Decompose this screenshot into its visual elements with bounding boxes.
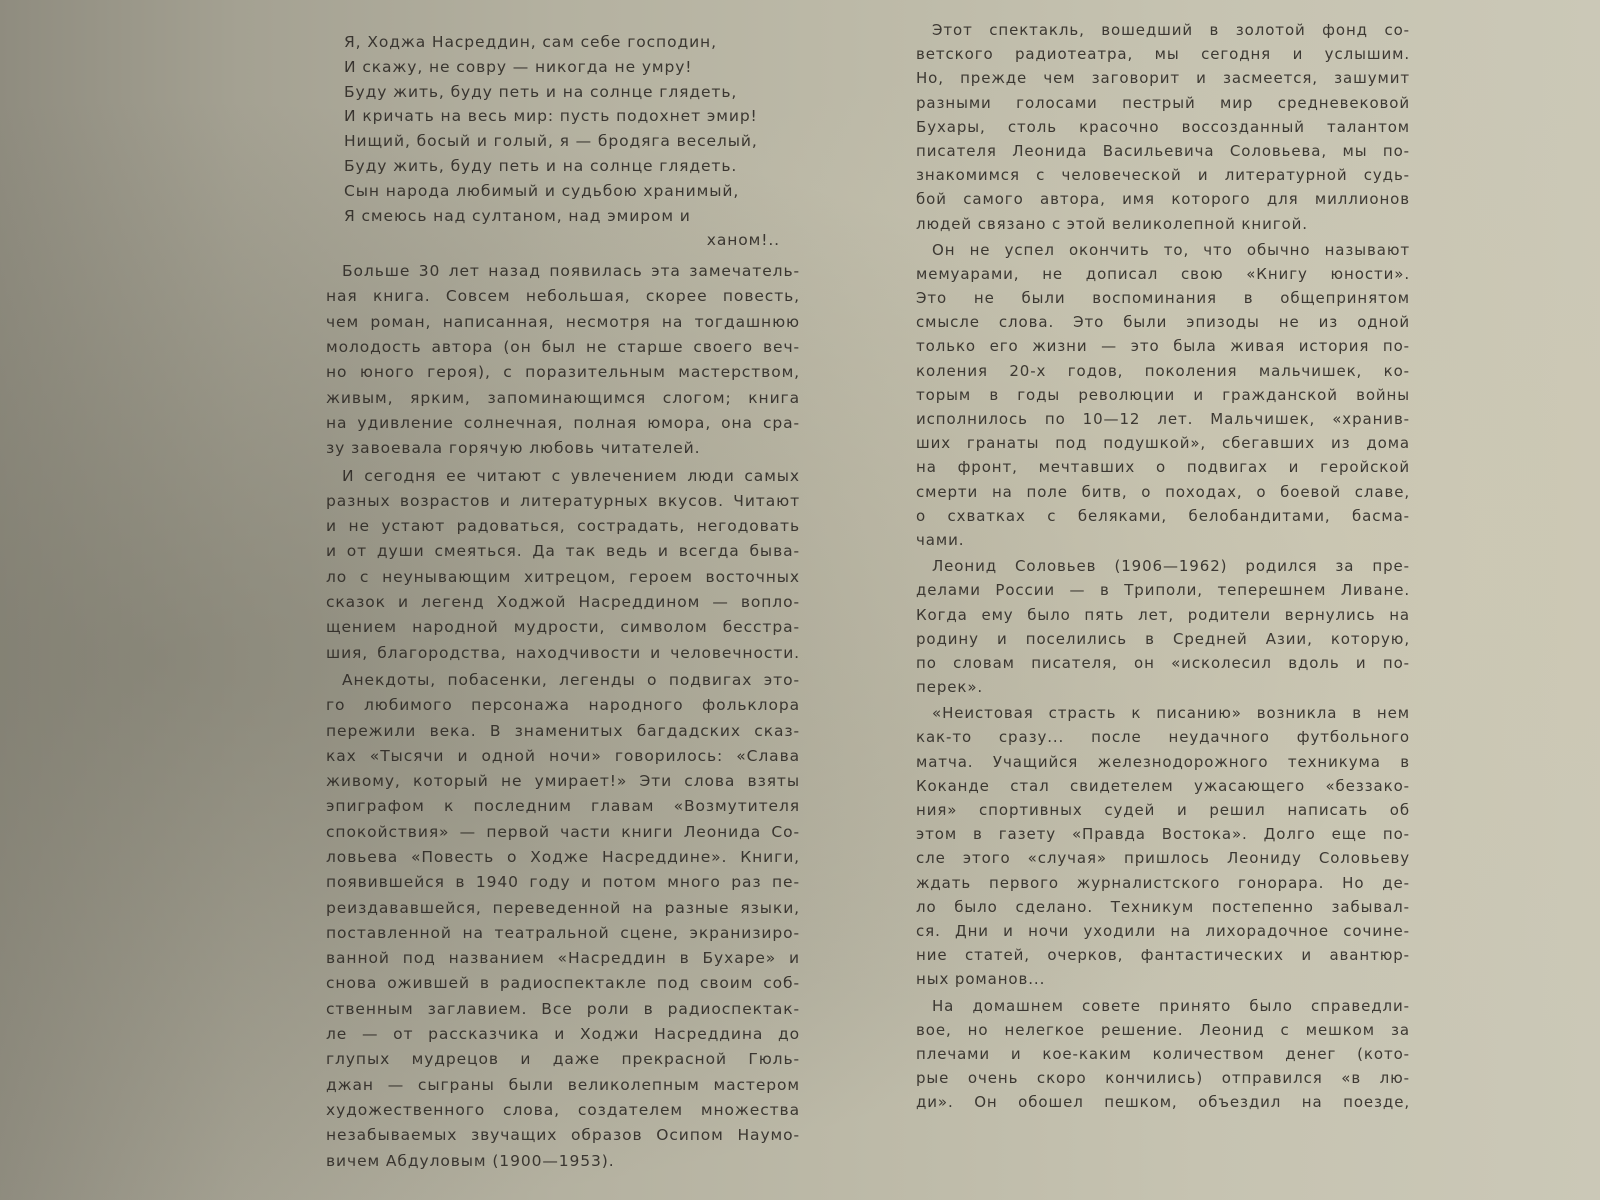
text-line: Но, прежде чем заговорит и засмеется, зашумит xyxy=(916,69,1410,88)
text-line: коления 20-х годов, поколения мальчишек, ко- xyxy=(916,361,1410,380)
text-line: как-то сразу... после неудачного футбольного xyxy=(916,728,1410,747)
paragraph xyxy=(916,238,1410,552)
text-line: ных романов... xyxy=(916,970,1046,989)
text-line: появившейся в 1940 году и потом много раз пе- xyxy=(326,873,800,892)
text-line: мемуарами, не дописал свою «Книгу юности». xyxy=(916,264,1410,283)
text-line: рые очень скоро кончились) отправился «в лю- xyxy=(916,1069,1410,1088)
text-line: ся. Дни и ночи уходили на лихорадочное сочине- xyxy=(916,921,1410,940)
poem-line: И кричать на весь мир: пусть подохнет эмир! xyxy=(344,107,758,126)
text-line: незабываемых звучащих образов Осипом Наумо- xyxy=(326,1126,800,1145)
text-line: Больше 30 лет назад появилась эта замечатель- xyxy=(342,262,800,281)
paragraph xyxy=(916,554,1410,699)
text-line: живому, который не умирает!» Эти слова взяты xyxy=(326,772,800,791)
text-line: исполнилось по 10—12 лет. Мальчишек, «хранив- xyxy=(916,410,1410,428)
text-line: джан — сыграны были великолепным мастером xyxy=(326,1075,800,1094)
text-line: эпиграфом к последним главам «Возмутителя xyxy=(326,797,800,816)
poem-line: Буду жить, буду петь и на солнце глядеть. xyxy=(344,156,738,175)
text-line: ждать первого журналистского гонорара. Но де- xyxy=(916,873,1410,892)
poem-line: Я смеюсь над султаном, над эмиром и xyxy=(344,206,691,225)
text-line: И сегодня ее читают с увлечением люди самых xyxy=(342,466,800,485)
text-line: ственным заглавием. Все роли в радиоспектак- xyxy=(326,999,800,1018)
text-line: художественного слова, создателем множества xyxy=(326,1100,800,1119)
text-line: пережили века. В знаменитых багдадских сказ- xyxy=(326,721,800,740)
text-line: ло с неунывающим хитрецом, героем восточных xyxy=(326,567,800,586)
text-line: Коканде стал свидетелем ужасающего «беззако- xyxy=(916,776,1410,795)
text-line: ших гранаты под подушкой», сбегавших из дома xyxy=(916,434,1410,453)
text-line: глупых мудрецов и даже прекрасной Гюль- xyxy=(326,1050,800,1069)
poem-line: Я, Ходжа Насреддин, сам себе господин, xyxy=(344,33,717,51)
text-line: родину и поселились в Средней Азии, которую, xyxy=(916,629,1410,648)
text-line: ния» спортивных судей и решил написать об xyxy=(916,801,1410,819)
text-line: Леонид Соловьев (1906—1962) родился за пре- xyxy=(932,557,1410,576)
text-line: реиздававшейся, переведенной на разные языки, xyxy=(326,898,800,917)
text-line: только его жизни — это была живая история по- xyxy=(916,337,1410,356)
text-line: людей связано с этой великолепной книгой. xyxy=(916,214,1308,233)
text-line: вичем Абдуловым (1900—1953). xyxy=(326,1151,615,1170)
text-line: перек». xyxy=(916,678,984,697)
text-line: но юного героя), с поразительным мастерством, xyxy=(326,363,800,382)
paragraph xyxy=(326,259,800,461)
poem-line: Сын народа любимый и судьбою хранимый, xyxy=(344,181,740,200)
text-line: этом в газету «Правда Востока». Долго еще по- xyxy=(916,825,1410,844)
poem-line: Буду жить, буду петь и на солнце глядеть, xyxy=(344,82,738,101)
text-line: снова ожившей в радиоспектакле под своим соб- xyxy=(326,974,800,993)
right-column xyxy=(916,18,1410,1114)
text-line: на фронт, мечтавших о подвигах и геройской xyxy=(916,458,1410,477)
text-line: по словам писателя, он «исколесил вдоль и по- xyxy=(916,653,1410,672)
text-line: живым, ярким, запоминающимся слогом; книга xyxy=(326,388,800,407)
paragraph xyxy=(916,994,1410,1115)
text-line: смысле слова. Это были эпизоды не из одной xyxy=(916,313,1410,332)
poem-line: И скажу, не совру — никогда не умру! xyxy=(344,57,693,76)
text-line: делами России — в Триполи, теперешнем Ливане. xyxy=(916,581,1410,600)
text-line: торым в годы революции и гражданской войны xyxy=(916,385,1410,404)
text-line: поставленной на театральной сцене, экранизиро- xyxy=(326,923,800,942)
text-line: Этот спектакль, вошедший в золотой фонд со- xyxy=(932,21,1410,39)
paragraph xyxy=(916,701,1410,991)
text-line: ле — от рассказчика и Ходжи Насреддина до xyxy=(326,1025,800,1044)
left-column xyxy=(326,30,800,1174)
text-line: ло было сделано. Техникум постепенно забывал- xyxy=(916,897,1410,916)
text-line: сле этого «случая» пришлось Леониду Соловьеву xyxy=(916,849,1410,868)
text-line: писателя Леонида Васильевича Соловьева, мы по- xyxy=(916,141,1410,160)
text-line: Это не были воспоминания в общепринятом xyxy=(916,289,1410,308)
text-line: чами. xyxy=(916,530,965,549)
text-line: щением народной мудрости, символом бесстра- xyxy=(326,618,800,637)
text-line: матча. Учащийся железнодорожного техникума в xyxy=(916,752,1410,771)
text-line: разных возрастов и литературных вкусов. Читают xyxy=(326,491,800,510)
text-line: Бухары, столь красочно воссозданный талантом xyxy=(916,117,1410,136)
text-line: «Неистовая страсть к писанию» возникла в нем xyxy=(932,704,1410,723)
text-line: о схватках с беляками, белобандитами, басма- xyxy=(916,506,1410,525)
text-line: плечами и кое-каким количеством денег (кото- xyxy=(916,1044,1410,1063)
text-line: ванной под названием «Насреддин в Бухаре» и xyxy=(326,949,800,968)
text-line: бой самого автора, имя которого для миллионов xyxy=(916,190,1410,209)
text-line: ветского радиотеатра, мы сегодня и услышим. xyxy=(916,45,1410,64)
text-line: ках «Тысячи и одной ночи» говорилось: «Слава xyxy=(326,746,800,765)
text-line: ди». Он обошел пешком, объездил на поезде, xyxy=(916,1093,1410,1112)
text-line: Анекдоты, побасенки, легенды о подвигах это- xyxy=(342,670,800,689)
text-line: ловьева «Повесть о Ходже Насреддине». Книги, xyxy=(326,848,800,866)
text-line: зу завоевала горячую любовь читателей. xyxy=(326,439,701,458)
text-line: Он не успел окончить то, что обычно называют xyxy=(932,240,1410,259)
text-line: ная книга. Совсем небольшая, скорее повесть, xyxy=(326,287,800,306)
text-line: и от души смеяться. Да так ведь и всегда быва- xyxy=(326,542,800,561)
text-line: молодость автора (он был не старше своего веч- xyxy=(326,338,800,357)
text-line: На домашнем совете принято было справедли- xyxy=(932,996,1410,1015)
poem-line: Нищий, босый и голый, я — бродяга веселый, xyxy=(344,132,758,151)
poem-line: ханом!.. xyxy=(706,231,780,250)
text-line: ние статей, очерков, фантастических и авантюр- xyxy=(916,946,1410,965)
text-line: Когда ему было пять лет, родители вернулись на xyxy=(916,605,1410,624)
text-line: чем роман, написанная, несмотря на тогдашнюю xyxy=(326,312,800,331)
text-line: вое, но нелегкое решение. Леонид с мешком за xyxy=(916,1020,1410,1039)
text-line: на удивление солнечная, полная юмора, она сра- xyxy=(326,413,800,432)
text-line: го любимого персонажа народного фольклора xyxy=(326,696,800,715)
paragraph xyxy=(326,464,800,666)
text-line: разными голосами пестрый мир средневековой xyxy=(916,93,1410,112)
text-line: сказок и легенд Ходжой Насреддином — вопло- xyxy=(326,593,800,612)
text-line: знакомимся с человеческой и литературной судь- xyxy=(916,166,1410,185)
text-line: спокойствия» — первой части книги Леонида Со- xyxy=(326,822,800,841)
text-line: шия, благородства, находчивости и человечности. xyxy=(326,643,800,662)
paragraph xyxy=(326,668,800,1174)
text-line: и не устают радоваться, сострадать, негодовать xyxy=(326,517,800,536)
paragraph xyxy=(916,18,1410,236)
text-line: смерти на поле битв, о походах, о боевой славе, xyxy=(916,482,1410,501)
poem-epigraph xyxy=(326,30,800,253)
